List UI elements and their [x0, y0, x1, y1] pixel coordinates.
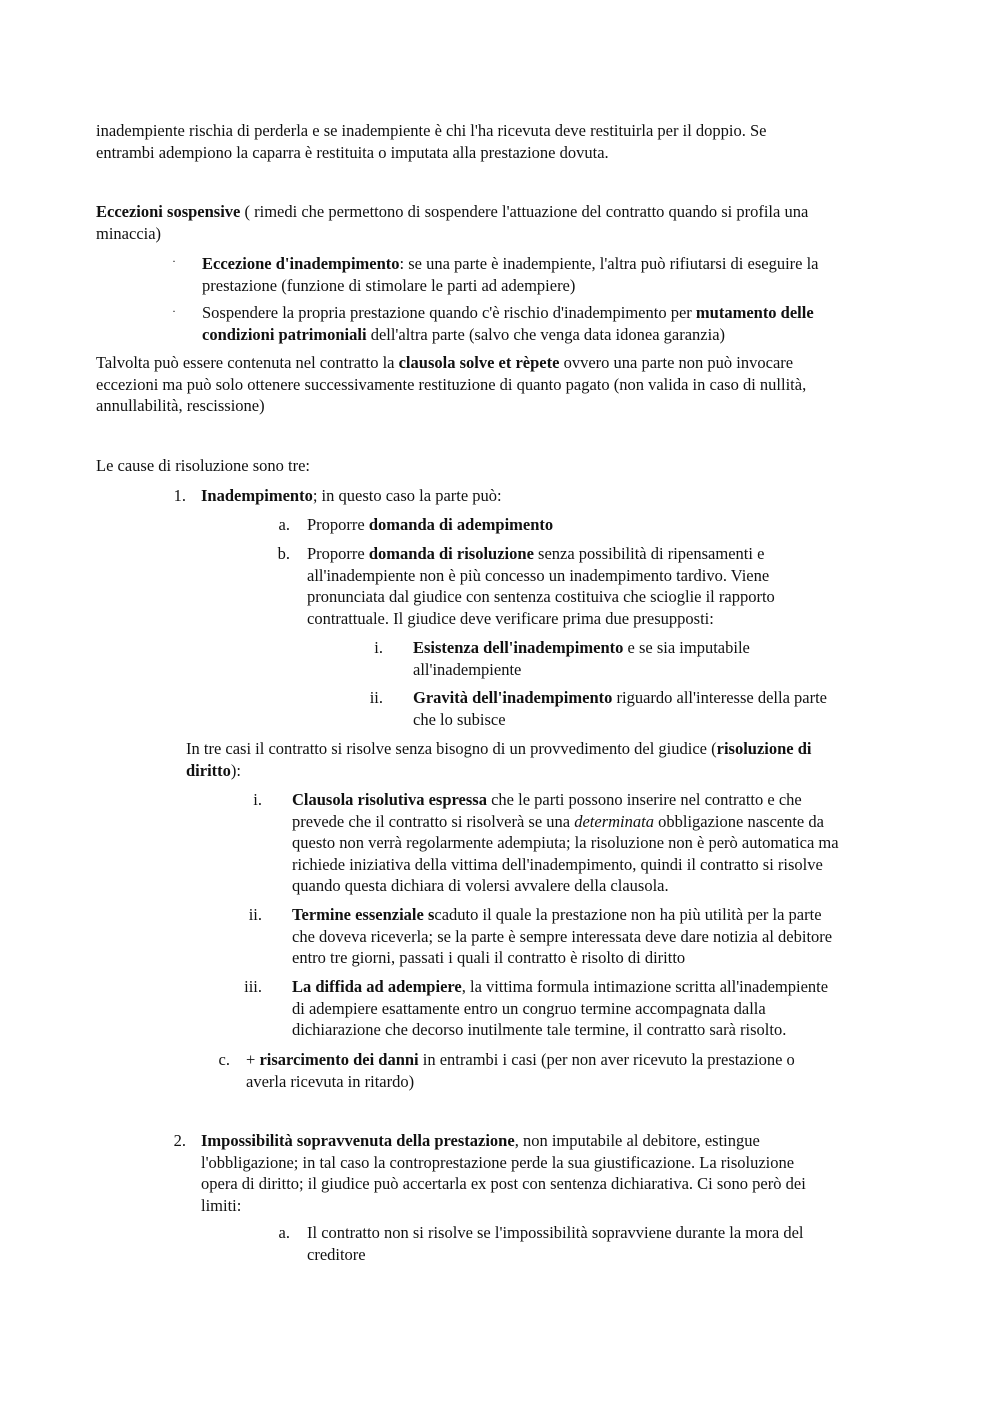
diffida-ad-adempiere-item: La diffida ad adempiere, la vittima formula intimazione scritta all'inadempiente di adempiere esattamente entro un congruo termine accompagnata dalla dichiarazione che decorso inutilmente tale termine, il contratto sarà risolto. [292, 977, 829, 1039]
eccezioni-heading-line-1: Eccezioni sospensive ( rimedi che permettono di sospendere l'attuazione del contratto quando si profila una [96, 202, 809, 221]
risoluzione-di-diritto-paragraph: In tre casi il contratto si risolve senza bisogno di un provvedimento del giudice (risoluzione di diritto): [186, 739, 812, 780]
list-letter-c: c. [218, 1050, 230, 1069]
item-1a: Proporre domanda di adempimento [307, 515, 554, 534]
list-roman-iii: iii. [244, 977, 262, 996]
item-2a: Il contratto non si risolve se l'impossibilità sopravviene durante la mora del creditore [307, 1223, 804, 1264]
list-letter-a: a. [278, 1223, 290, 1242]
list-number-1: 1. [173, 486, 186, 505]
bullet-icon: · [172, 304, 176, 318]
eccezioni-heading-bold: Eccezioni sospensive [96, 202, 241, 221]
eccezioni-bullet-1: Eccezione d'inadempimento: se una parte è inadempiente, l'altra può rifiutarsi di eseguire la prestazione (funzione di stimolare le parti ad adempiere) [202, 254, 819, 295]
cause-intro: Le cause di risoluzione sono tre: [96, 456, 310, 475]
intro-line-2: entrambi adempiono la caparra è restituita o imputata alla prestazione dovuta. [96, 142, 609, 162]
termine-essenziale-item: Termine essenziale scaduto il quale la prestazione non ha più utilità per la parte che doveva riceverla; se la parte è sempre interessata deve dare notizia al debitore entro tre giorni, passati i quali il contratto è risolto di diritto [292, 905, 833, 967]
item-1c: + risarcimento dei danni in entrambi i casi (per non aver ricevuto la prestazione o averla ricevuta in ritardo) [246, 1050, 795, 1091]
list-roman-i: i. [253, 790, 262, 809]
intro-paragraph [96, 120, 767, 163]
eccezioni-heading-line-2: minaccia) [96, 223, 162, 243]
list-roman-i: i. [374, 638, 383, 657]
clausola-risolutiva-item: Clausola risolutiva espressa che le parti possono inserire nel contratto e che prevede che il contratto si risolverà se una determinata obbligazione nascente da questo non verrà regolarmente adempiuta; la risoluzione non è però automatica ma richiede iniziativa della vittima dell'inadempimento, quindi il contratto si risolve quando questa dichiara di volersi avvalere della clausola. [292, 790, 839, 895]
bullet-icon: · [172, 254, 176, 268]
item-1-heading: Inadempimento; in questo caso la parte può: [201, 486, 502, 505]
item-1b: Proporre domanda di risoluzione senza possibilità di ripensamenti e all'inadempiente non è più concesso un inadempimento tardivo. Viene pronunciata dal giudice con sentenza costituiva che scioglie il rapporto contrattuale. Il giudice deve verificare prima due presupposti: [307, 544, 775, 628]
item-2: Impossibilità sopravvenuta della prestazione, non imputabile al debitore, estingue l'obbligazione; in tal caso la controprestazione perde la sua giustificazione. La risoluzione opera di diritto; il giudice può accertarla ex post con sentenza dichiarativa. Ci sono però dei limiti: [201, 1131, 806, 1215]
list-letter-b: b. [277, 544, 290, 563]
eccezioni-heading [96, 201, 808, 244]
intro-line-1: inadempiente rischia di perderla e se inadempiente è chi l'ha ricevuta deve restituirla per il doppio. Se [96, 121, 767, 140]
list-letter-a: a. [278, 515, 290, 534]
item-1b-ii: Gravità dell'inadempimento riguardo all'interesse della parte che lo subisce [413, 688, 828, 729]
eccezioni-bullet-2: Sospendere la propria prestazione quando c'è rischio d'inadempimento per mutamento delle condizioni patrimoniali dell'altra parte (salvo che venga data idonea garanzia) [202, 303, 814, 344]
list-roman-ii: ii. [369, 688, 383, 707]
list-roman-ii: ii. [248, 905, 262, 924]
list-number-2: 2. [173, 1131, 186, 1150]
solve-et-repete-paragraph: Talvolta può essere contenuta nel contratto la clausola solve et rèpete ovvero una parte non può invocare eccezioni ma può solo ottenere successivamente restituzione di quanto pagato (non valida in caso di nullità, annullabilità, rescissione) [96, 353, 807, 415]
item-1b-i: Esistenza dell'inadempimento e se sia imputabile all'inadempiente [413, 638, 750, 679]
